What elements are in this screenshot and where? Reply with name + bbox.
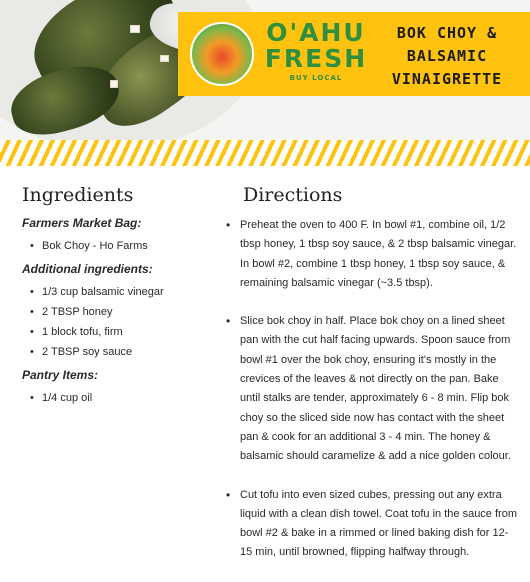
recipe-title-line2: BALSAMIC bbox=[406, 47, 488, 65]
ingredient-item: • 1/3 cup balsamic vinegar bbox=[30, 282, 222, 302]
ingredients-section bbox=[22, 184, 222, 414]
ingredient-group-label: Additional ingredients: bbox=[22, 262, 153, 276]
ingredient-item: • 1/4 cup oil bbox=[30, 388, 222, 408]
ingredient-group-label: Farmers Market Bag: bbox=[22, 216, 142, 230]
direction-step: • Cut tofu into even sized cubes, pressing out any extra liquid with a clean dish towel. Coat tofu in the sauce from bowl #2 & bake in a rimmed or lined baking dish for 12-15 min, until browned, flipping halfway through. bbox=[240, 486, 518, 563]
direction-step: • Preheat the oven to 400 F. In bowl #1, combine oil, 1/2 tbsp honey, 1 tbsp soy sauce, & 2 tbsp balsamic vinegar. In bowl #2, combine 1 tbsp honey, 1 tbsp soy sauce, & remaining balsamic vinegar (~3.5 tbsp). bbox=[240, 216, 518, 293]
recipe-title bbox=[372, 22, 522, 91]
ingredient-item: • Bok Choy - Ho Farms bbox=[30, 236, 222, 256]
directions-list bbox=[240, 216, 518, 563]
brand-name-line1: O'AHU bbox=[266, 18, 366, 47]
ingredient-item: • 1 block tofu, firm bbox=[30, 322, 222, 342]
tofu-crumble bbox=[130, 25, 140, 33]
ingredient-item: • 2 TBSP soy sauce bbox=[30, 342, 222, 362]
brand-name-line2: FRESH bbox=[264, 44, 368, 73]
direction-step: • Slice bok choy in half. Place bok choy on a lined sheet pan with the cut half facing upwards. Spoon sauce from bowl #1 over the bok choy, ensuring it's mostly in the crevices of the leaves & not directly on the pan. Bake until stalks are tender, approximately 6 - 8 min. Flip bok choy so the sliced side now has contact with the sheet pan & cook for an additional 3 - 4 min. The honey & balsamic should caramelize & add a nice golden colour. bbox=[240, 312, 518, 466]
directions-heading: Directions bbox=[243, 184, 343, 206]
brand-tagline: BUY LOCAL bbox=[289, 74, 343, 82]
ingredient-item: • 2 TBSP honey bbox=[30, 302, 222, 322]
ingredient-list bbox=[30, 388, 222, 408]
ingredient-list bbox=[30, 282, 222, 362]
tofu-crumble bbox=[160, 55, 169, 62]
ingredients-heading: Ingredients bbox=[22, 184, 134, 206]
recipe-title-line3: VINAIGRETTE bbox=[391, 70, 503, 88]
brand-logo bbox=[262, 20, 370, 82]
directions-section bbox=[240, 184, 518, 582]
fruit-logo-icon bbox=[190, 22, 254, 86]
tofu-crumble bbox=[110, 80, 118, 88]
hazard-stripe-divider bbox=[0, 140, 530, 166]
recipe-title-line1: BOK CHOY & bbox=[396, 24, 498, 42]
ingredient-group-label: Pantry Items: bbox=[22, 368, 99, 382]
ingredient-list bbox=[30, 236, 222, 256]
